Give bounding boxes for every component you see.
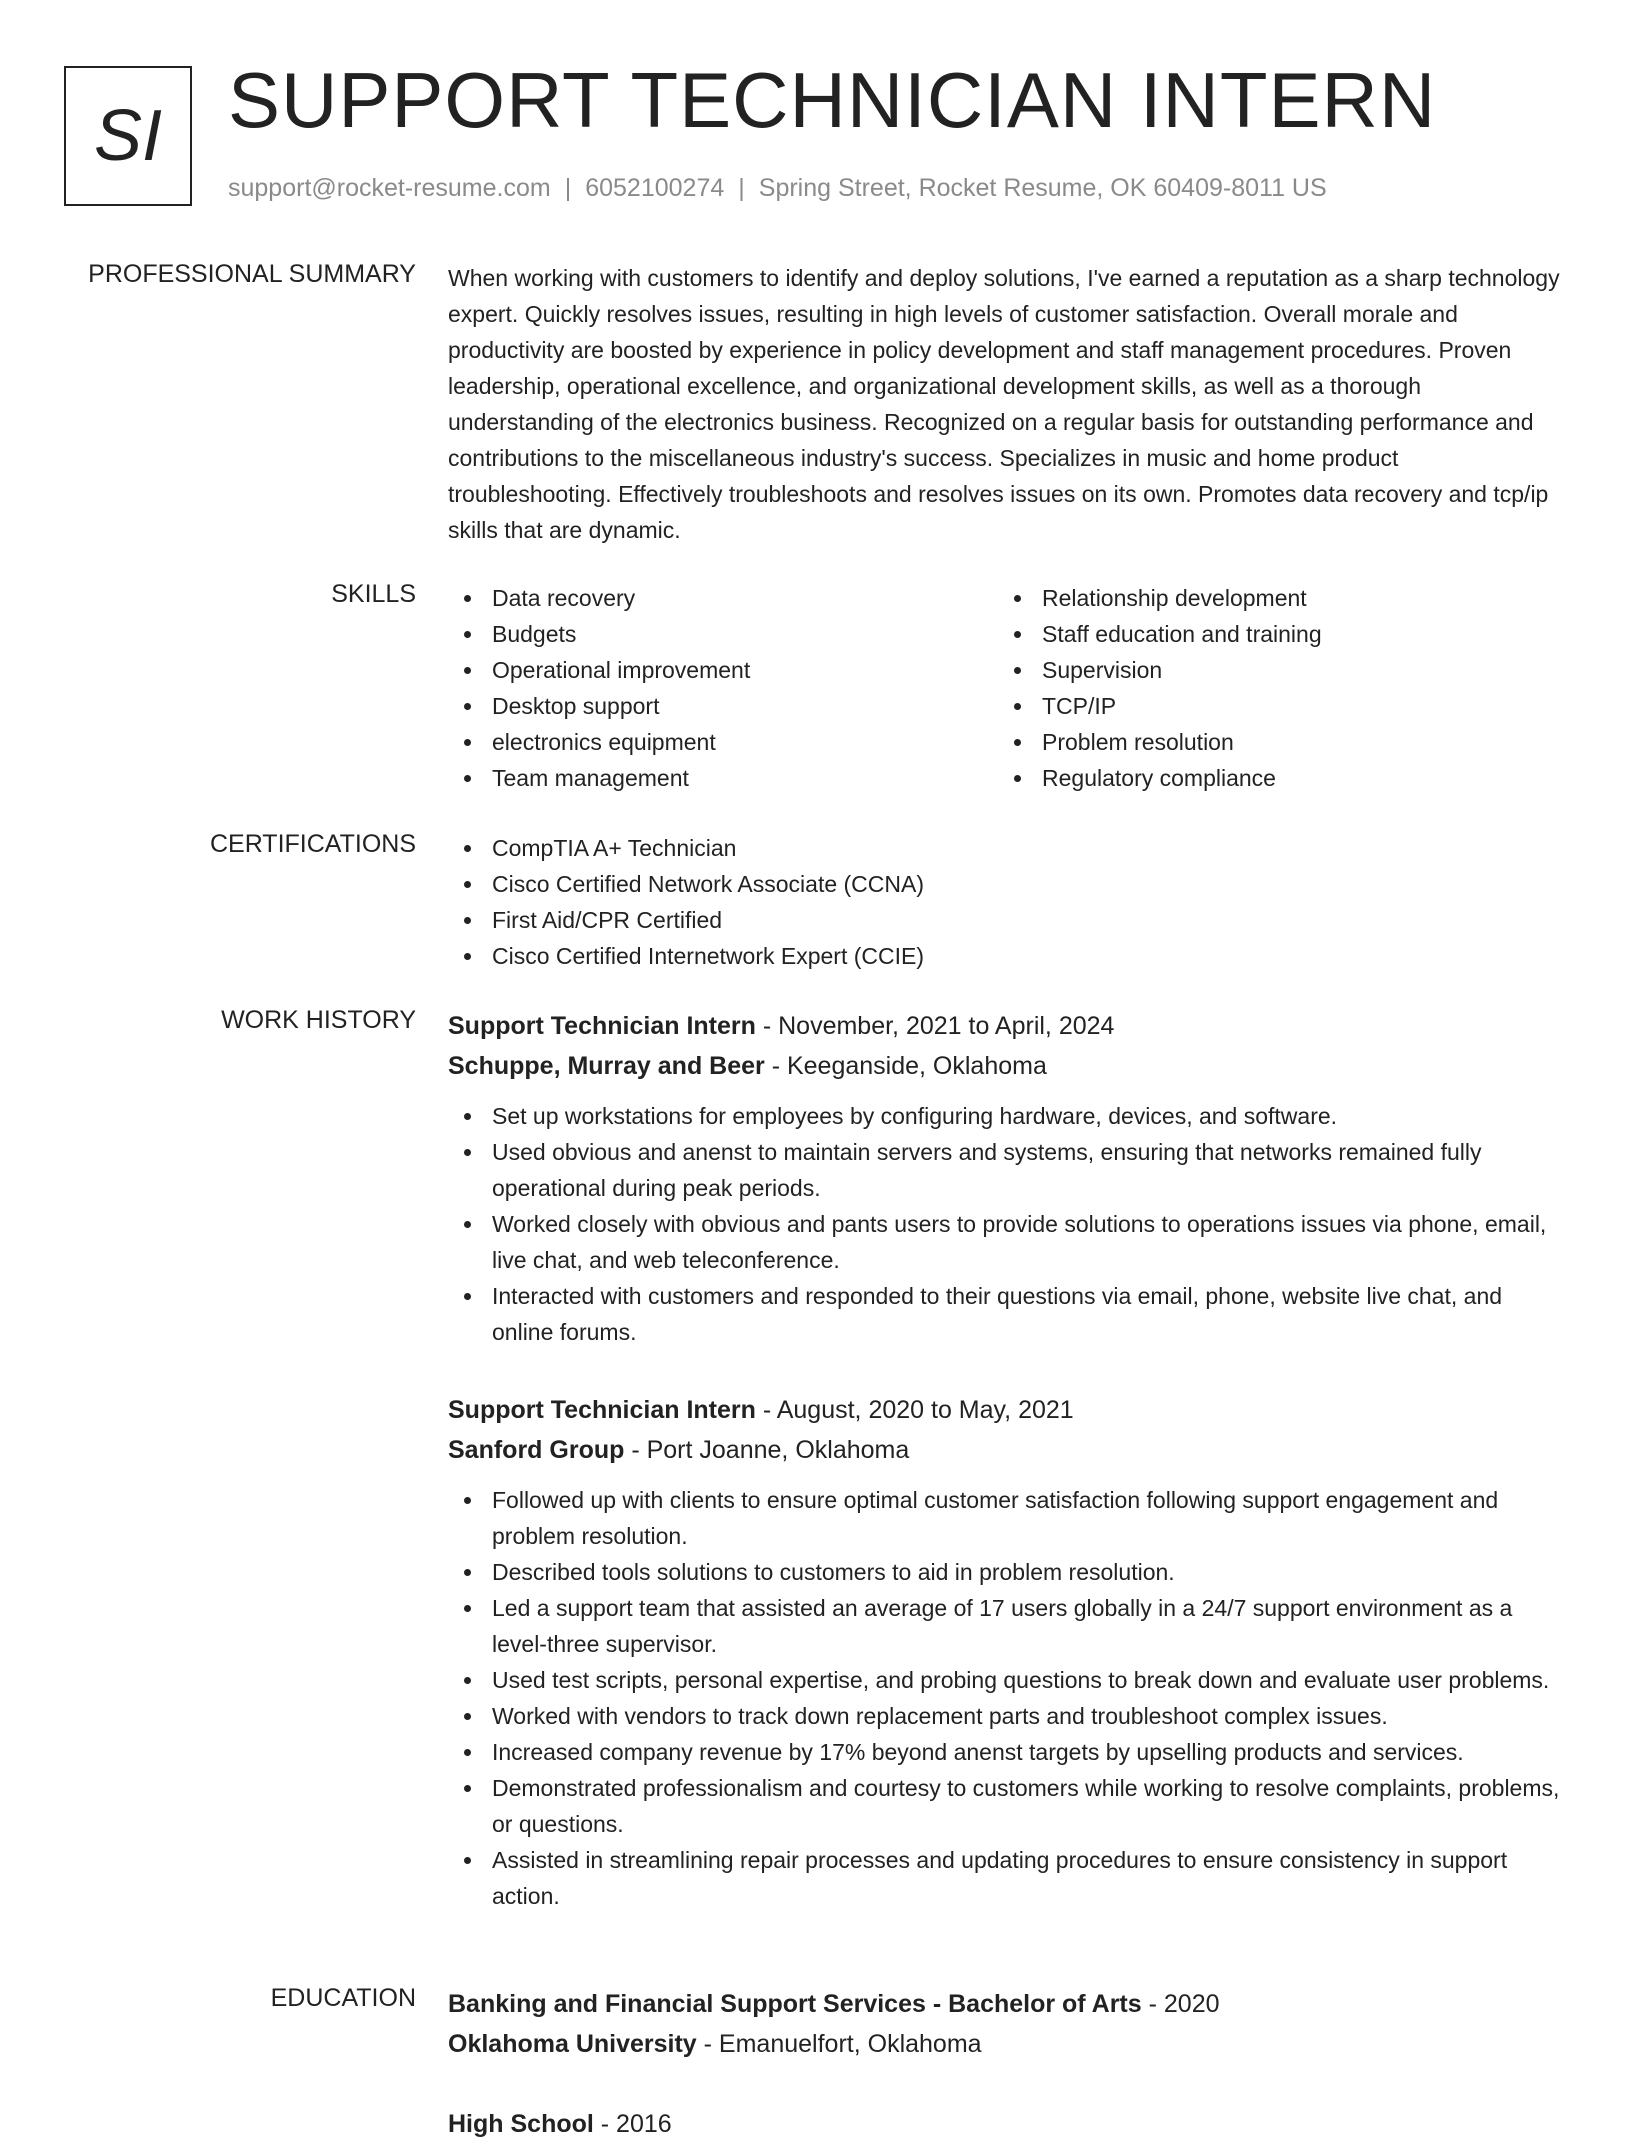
resume-title: SUPPORT TECHNICIAN INTERN [228,56,1437,144]
certifications-list [448,830,1563,974]
summary-heading: PROFESSIONAL SUMMARY [88,260,416,288]
job-company-line [448,1046,1563,1086]
skill-item: electronics equipment [448,724,998,760]
job-bullet: Worked with vendors to track down replacement parts and troubleshoot complex issues. [448,1698,1563,1734]
education-degree: High School [448,2110,594,2138]
job-bullet: Used obvious and anenst to maintain servers and systems, ensuring that networks remained fully operational during peak periods. [448,1134,1563,1206]
certification-item: Cisco Certified Network Associate (CCNA) [448,866,1563,902]
job-bullet: Led a support team that assisted an average of 17 users globally in a 24/7 support environment as a level-three supervisor. [448,1590,1563,1662]
contact-email: support@rocket-resume.com [228,174,551,202]
contact-line [228,174,1327,203]
certification-item: First Aid/CPR Certified [448,902,1563,938]
job-title-line [448,1006,1563,1046]
education-entry [448,1984,1563,2064]
job-location: - Keeganside, Oklahoma [764,1052,1047,1080]
skill-item: TCP/IP [998,688,1548,724]
job-bullet: Used test scripts, personal expertise, and probing questions to break down and evaluate user problems. [448,1662,1563,1698]
education-school: Oklahoma University [448,2030,697,2058]
job-company: Sanford Group [448,1436,625,1464]
job-bullet: Demonstrated professionalism and courtesy to customers while working to resolve complaints, problems, or questions. [448,1770,1563,1842]
job-entry [448,1006,1563,1350]
job-bullet: Set up workstations for employees by configuring hardware, devices, and software. [448,1098,1563,1134]
skill-item: Data recovery [448,580,998,616]
summary-text: When working with customers to identify and deploy solutions, I've earned a reputation as a sharp technology expert. Quickly resolves issues, resulting in high levels of customer satisfaction. Overall morale and productivity are boosted by experience in policy development and staff management procedures. Proven leadership, operational excellence, and organizational development skills, as well as a thorough understanding of the electronics business. Recognized on a regular basis for outstanding performance and contributions to the miscellaneous industry's success. Specializes in music and home product troubleshooting. Effectively troubleshoots and resolves issues on its own. Promotes data recovery and tcp/ip skills that are dynamic. [448,265,1560,543]
skills-list-right [998,580,1548,796]
monogram-logo: SI [64,66,192,206]
education-heading: EDUCATION [270,1984,416,2012]
job-bullets [448,1098,1563,1350]
job-title: Support Technician Intern [448,1396,756,1424]
skill-item: Desktop support [448,688,998,724]
job-bullet: Interacted with customers and responded to their questions via email, phone, website live chat, and online forums. [448,1278,1563,1350]
contact-phone: 6052100274 [585,174,725,202]
skills-heading: SKILLS [331,580,416,608]
skill-item: Team management [448,760,998,796]
education-degree-line [448,2104,1563,2144]
contact-address: Spring Street, Rocket Resume, OK 60409-8011 US [758,174,1327,202]
skill-item: Operational improvement [448,652,998,688]
job-location: - Port Joanne, Oklahoma [624,1436,910,1464]
job-title-line [448,1390,1563,1430]
resume-header [64,56,1564,214]
skill-item: Problem resolution [998,724,1548,760]
job-company: Schuppe, Murray and Beer [448,1052,765,1080]
job-bullet: Worked closely with obvious and pants users to provide solutions to operations issues via phone, email, live chat, and web teleconference. [448,1206,1563,1278]
job-title: Support Technician Intern [448,1012,756,1040]
skill-item: Supervision [998,652,1548,688]
skill-item: Staff education and training [998,616,1548,652]
skill-item: Regulatory compliance [998,760,1548,796]
certification-item: CompTIA A+ Technician [448,830,1563,866]
contact-separator: | [738,174,745,202]
job-bullet: Increased company revenue by 17% beyond anenst targets by upselling products and services. [448,1734,1563,1770]
job-dates: - August, 2020 to May, 2021 [755,1396,1074,1424]
education-degree-line [448,1984,1563,2024]
job-bullet: Followed up with clients to ensure optimal customer satisfaction following support engagement and problem resolution. [448,1482,1563,1554]
skill-item: Relationship development [998,580,1548,616]
job-dates: - November, 2021 to April, 2024 [755,1012,1115,1040]
skill-item: Budgets [448,616,998,652]
education-year: - 2016 [593,2110,672,2138]
job-bullet: Described tools solutions to customers to aid in problem resolution. [448,1554,1563,1590]
job-entry [448,1390,1563,1914]
skills-list-left [448,580,998,796]
certifications-heading: CERTIFICATIONS [209,830,416,858]
job-bullet: Assisted in streamlining repair processes and updating procedures to ensure consistency in support action. [448,1842,1563,1914]
contact-separator: | [564,174,572,202]
education-degree: Banking and Financial Support Services - Bachelor of Arts [448,1990,1142,2018]
education-year: - 2020 [1141,1990,1220,2018]
education-location: - Emanuelfort, Oklahoma [696,2030,982,2058]
education-school-line [448,2024,1563,2064]
job-bullets [448,1482,1563,1914]
education-entry [448,2104,1563,2144]
job-company-line [448,1430,1563,1470]
certification-item: Cisco Certified Internetwork Expert (CCIE) [448,938,1563,974]
work-history-heading: WORK HISTORY [221,1006,416,1034]
